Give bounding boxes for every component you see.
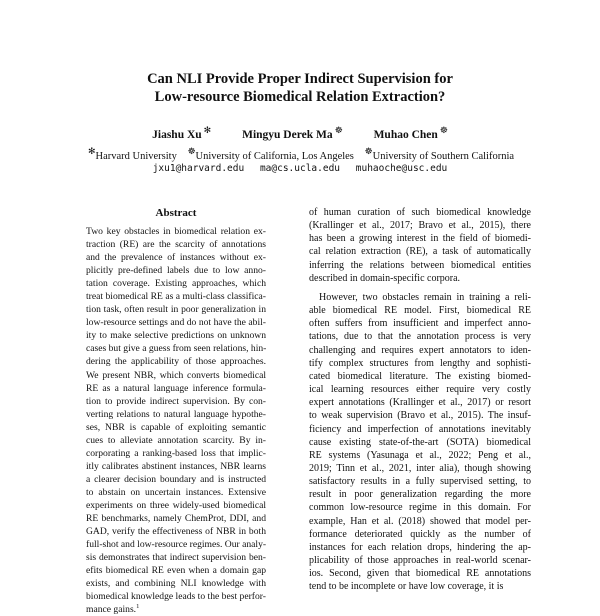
text-line: treat biomedical RE as a multi-class classifica- xyxy=(86,291,266,303)
author-list xyxy=(0,123,600,142)
text-line: able biomedical RE model. First, biomedical RE xyxy=(309,305,531,317)
text-line: result in poor generalization regarding the more xyxy=(309,489,531,501)
text-line: to abstain on uncertain instances. Extensive xyxy=(86,486,266,498)
text-line: Two key obstacles in biomedical relation ex- xyxy=(86,226,266,237)
text-line: low-resource settings and do not have the abil- xyxy=(86,317,266,329)
text-line: efits biomedical RE even when a domain gap xyxy=(86,565,266,577)
author-name: Jiashu Xu xyxy=(152,128,202,141)
email-list xyxy=(0,162,600,175)
text-line: inferring the relations between biomedical entities xyxy=(309,259,531,271)
text-line: verting relations to natural language hypothe- xyxy=(86,408,266,420)
affiliation-2 xyxy=(185,146,354,162)
email-1: jxu1@harvard.edu xyxy=(152,163,245,174)
text-line: ios. Second, given that biomedical RE annotations xyxy=(309,568,531,580)
palm-tree-icon: ✻ xyxy=(87,146,96,156)
text-line: cues to alleviate annotation scarcity. By in- xyxy=(86,434,266,446)
author-name: Mingyu Derek Ma xyxy=(242,128,333,141)
text-line: full-shot and low-resource regimes. Our analy- xyxy=(86,539,267,551)
text-line: 2019; Tinn et al., 2021, inter alia), though showing xyxy=(309,462,531,474)
text-line: GAD, verify the effectiveness of NBR in both xyxy=(86,526,266,538)
text-line: We present NBR, which converts biomedical xyxy=(86,369,266,381)
text-line: plicitly pre-defined labels due to low anno- xyxy=(86,265,266,277)
text-line: satisfactory results in a fully supervised setting, to xyxy=(309,476,531,488)
text-line: RE as a natural language inference formula- xyxy=(86,382,266,394)
text-line: biomedical knowledge leads to the best perfor- xyxy=(86,591,266,603)
bear-seal-icon: ☸ xyxy=(187,146,196,156)
text-line: tify complex structures from lengthy and sophisti- xyxy=(309,357,531,369)
text-line: to weak supervision (Bravo et al., 2015). The insuf- xyxy=(309,410,531,422)
text-line: experiments on three widely-used biomedical xyxy=(86,499,266,511)
text-line: tion to provide indirect supervision. By con- xyxy=(86,395,266,407)
text-line: dering the applicability of those approaches. xyxy=(86,356,266,368)
email-3: muhaoche@usc.edu xyxy=(355,163,448,174)
trojan-seal-icon: ☸ xyxy=(439,125,448,135)
text-line: (Krallinger et al., 2017; Bravo et al., 2015), there xyxy=(309,220,531,232)
text-line: mance gains.$^1$ xyxy=(86,603,140,616)
text-line: tations, due to that the annotation process is very xyxy=(309,331,531,343)
author-2 xyxy=(242,125,343,141)
text-line: However, two obstacles remain in training a reli- xyxy=(319,291,531,303)
footnote-marker: 1 xyxy=(136,603,140,611)
bear-seal-icon: ☸ xyxy=(334,125,343,135)
affiliation-1 xyxy=(86,146,177,162)
affiliation-3 xyxy=(363,146,515,162)
text-line: RE systems (Yasunaga et al., 2022; Peng et al., xyxy=(309,449,531,461)
text-line: example, Han et al. (2018) showed that model per- xyxy=(309,515,531,527)
paragraph-1 xyxy=(309,206,531,285)
text-line: ical learning resources either require very costly xyxy=(309,384,531,396)
text-line: cal relation extraction (RE), a task of automatically xyxy=(309,246,531,258)
text-line: traction (RE) are the scarcity of annotations xyxy=(86,239,266,251)
text-line: often suffers from insufficient and imperfect anno- xyxy=(309,318,531,330)
affiliation-list xyxy=(0,145,600,163)
text-line: tation coverage. Existing approaches, which xyxy=(86,278,266,290)
text-line: ficiency and imperfection of annotations inevitably xyxy=(309,423,531,435)
text-line: common low-resource regime in this domain. For xyxy=(309,502,531,514)
text-line: cause existing state-of-the-art (SOTA) biomedical xyxy=(309,436,531,448)
affiliation-name: Harvard University xyxy=(95,150,177,162)
text-line: cated biomedical literature. The existing biomed- xyxy=(309,370,531,382)
text-line: plicability of those approaches in real-world scenar- xyxy=(309,555,531,567)
text-line: tion task, often result in poor generalization in xyxy=(86,304,266,316)
text-line: RE benchmarks, namely ChemProt, DDI, and xyxy=(86,513,266,525)
affiliation-name: University of Southern California xyxy=(372,150,515,162)
text-line: has been a growing interest in the field of biomedi- xyxy=(309,233,531,245)
text-line: itly calibrates abstinent instances, NBR learns xyxy=(86,460,266,472)
affiliation-name: University of California, Los Angeles xyxy=(195,150,354,162)
title-line-2: Low-resource Biomedical Relation Extraction? xyxy=(154,89,446,105)
text-line: ity to make selective predictions on unknown xyxy=(86,330,266,342)
trojan-seal-icon: ☸ xyxy=(364,146,373,156)
abstract-heading: Abstract xyxy=(155,207,197,219)
text-line: instances for each relation drops, hindering the ap- xyxy=(309,541,531,553)
title-line-1: Can NLI Provide Proper Indirect Supervision for xyxy=(147,71,453,87)
text-line: and the prevalence of instances without ex- xyxy=(86,252,266,264)
text-line: of human curation of such biomedical knowledge xyxy=(309,207,531,218)
author-1 xyxy=(152,125,212,141)
paper-title xyxy=(0,70,600,106)
text-line: exists, and combining NLI knowledge with xyxy=(86,578,266,590)
text-line: a clearer decision boundary and is instructed xyxy=(86,473,266,485)
author-name: Muhao Chen xyxy=(373,128,438,141)
text-line: described in domain-specific corpora. xyxy=(309,272,461,284)
author-3 xyxy=(373,125,448,141)
text-line: expert annotations (Krallinger et al., 2017) or resort xyxy=(309,397,531,409)
text-line: challenging and requires expert annotators to iden- xyxy=(309,344,531,356)
text-line: formance deteriorated quickly as the number of xyxy=(309,528,531,540)
abstract-body xyxy=(86,225,266,616)
text-line: sis demonstrates that indirect supervision ben- xyxy=(86,552,266,564)
text-line: tend to be incomplete or have low coverage, it is xyxy=(309,581,504,593)
right-column-body xyxy=(309,206,531,594)
paragraph-2 xyxy=(309,291,531,594)
text-line: cases but give a guess from seen relations, hin- xyxy=(86,343,267,355)
text-line: ses, NBR is capable of exploiting semantic xyxy=(86,421,266,433)
email-2: ma@cs.ucla.edu xyxy=(259,163,341,174)
palm-tree-icon: ✻ xyxy=(203,125,212,135)
text-line: corporating a ranking-based loss that implic- xyxy=(86,447,266,459)
